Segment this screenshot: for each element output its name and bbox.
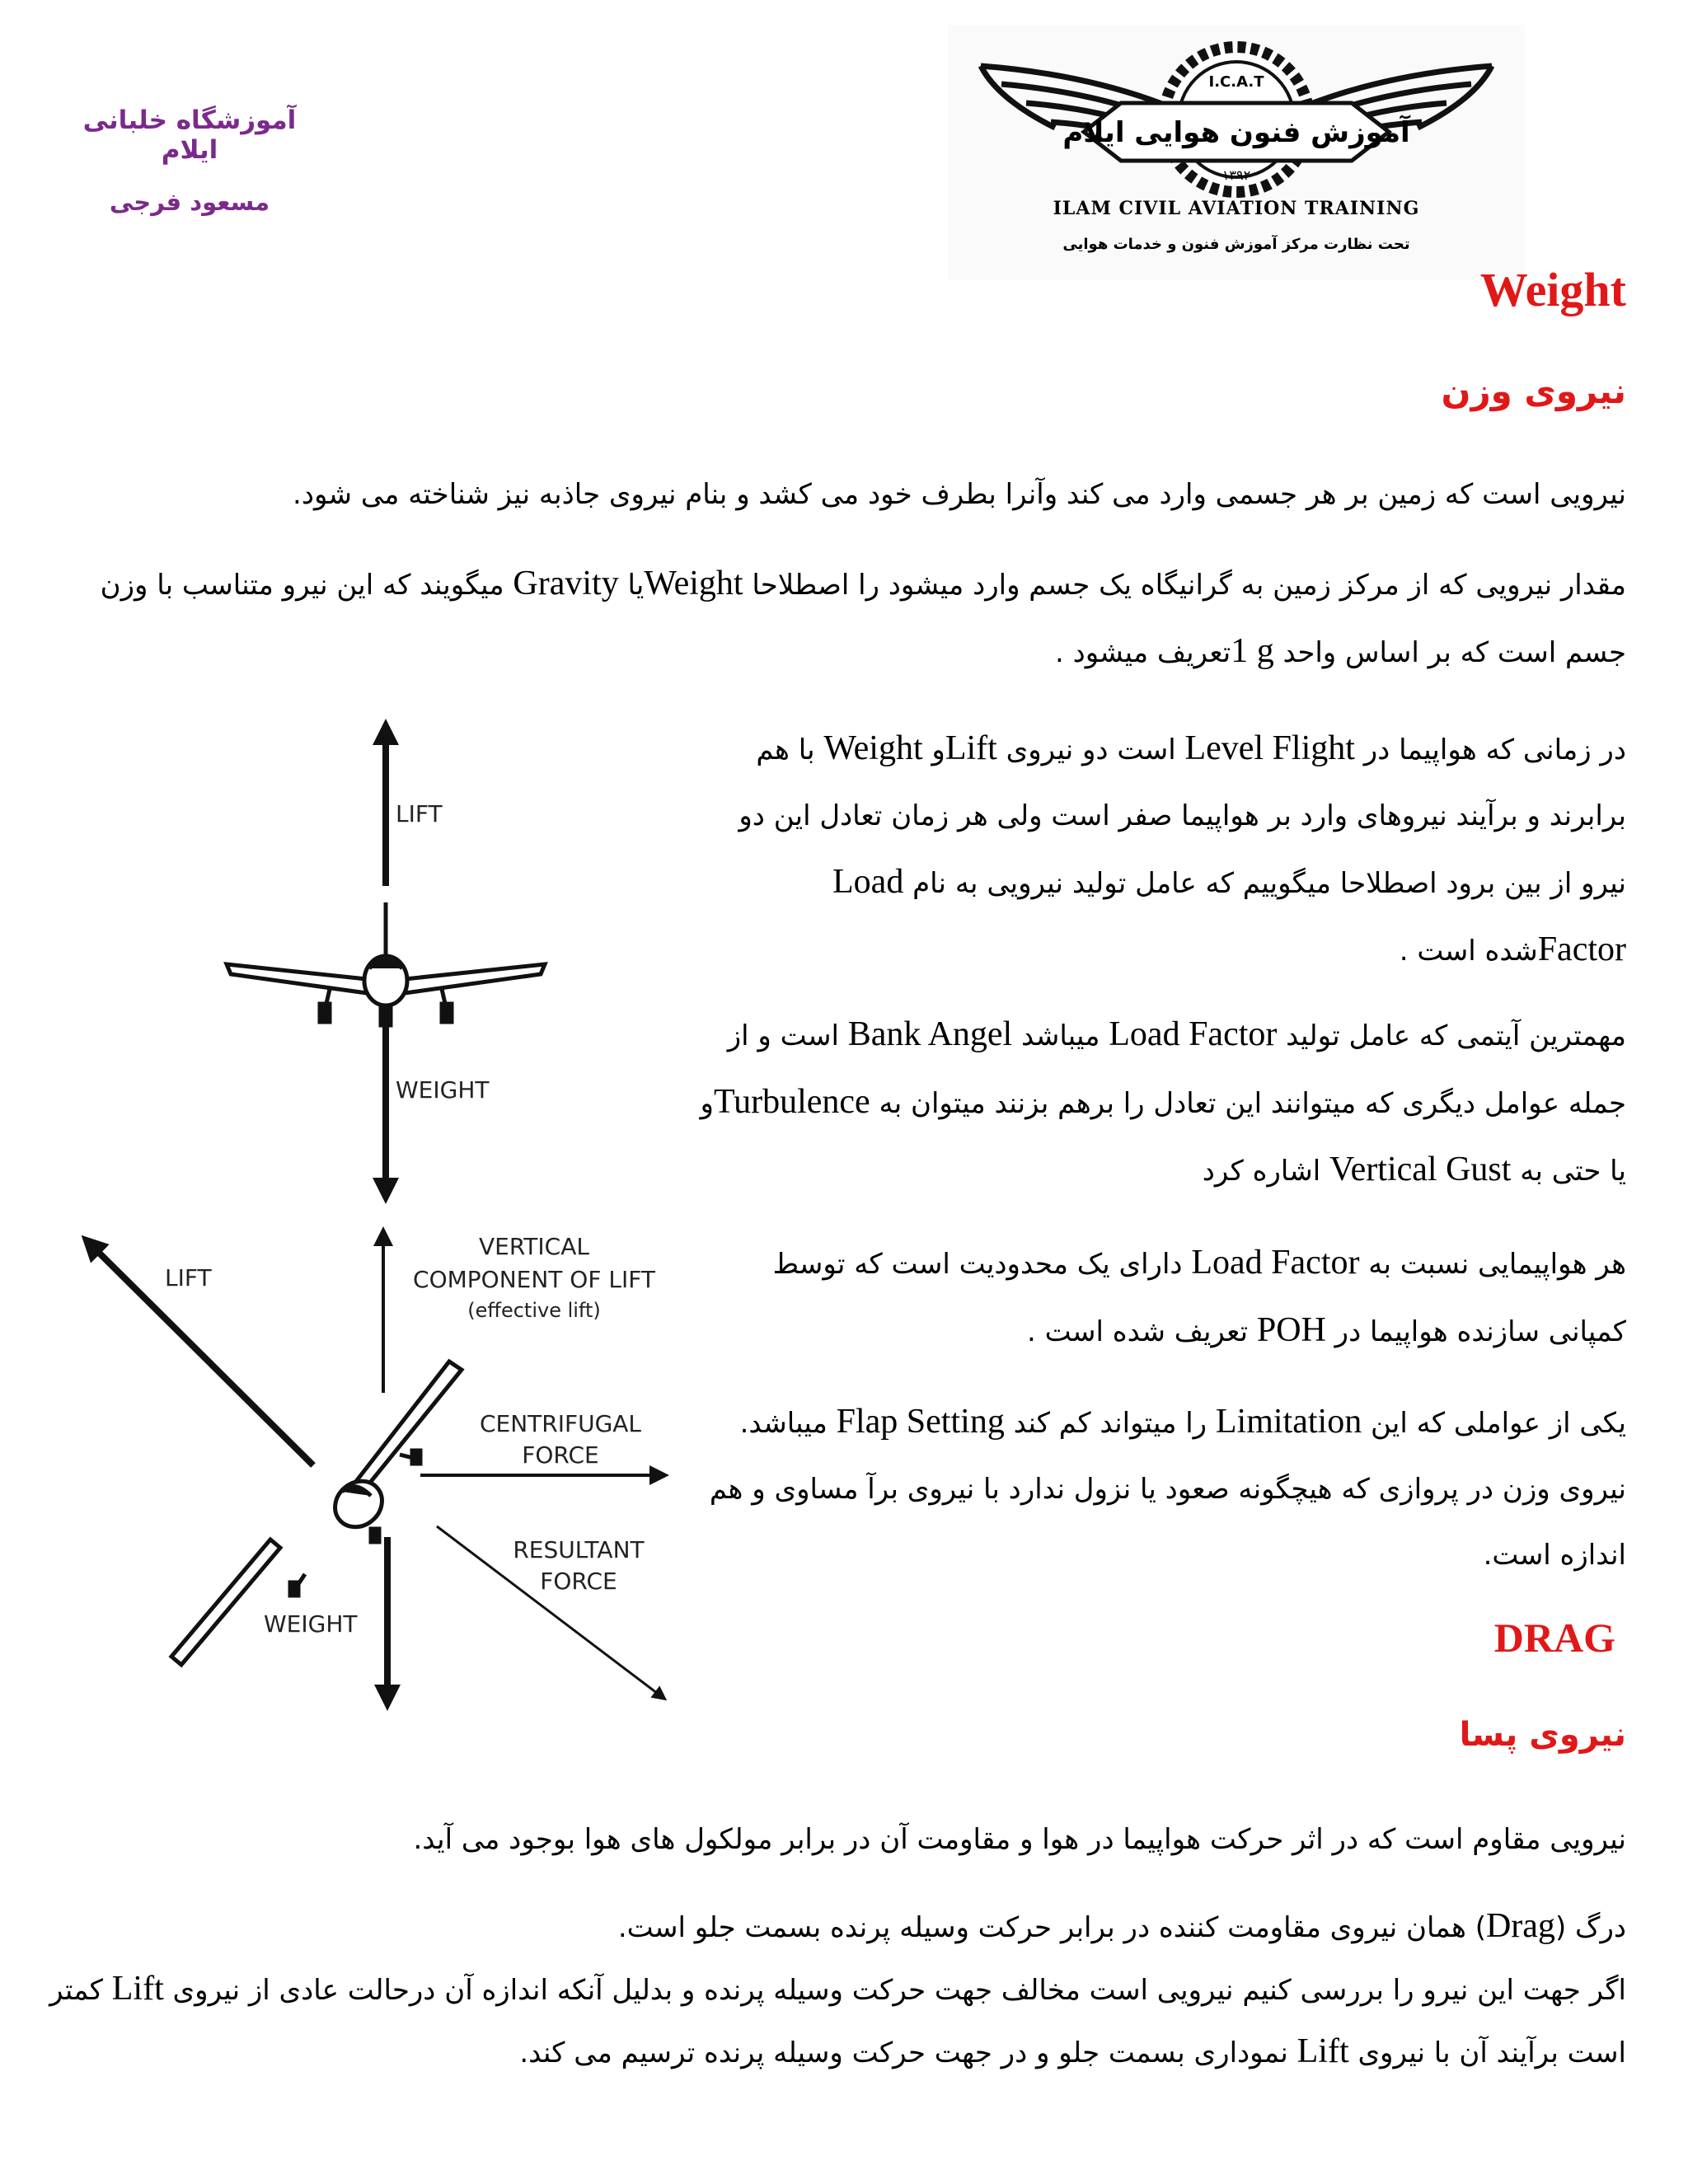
weight-label: WEIGHT — [396, 1076, 490, 1104]
icat-logo — [948, 25, 1525, 280]
vertical-component-line1: VERTICAL — [479, 1233, 589, 1260]
drag-title-fa: نیروی پسا — [1459, 1716, 1626, 1754]
bank-weight-label: WEIGHT — [264, 1610, 358, 1638]
drag-paragraph-2 — [11, 1896, 1626, 2083]
weight-title-fa: نیروی وزن — [1441, 371, 1626, 411]
weight-paragraph-1: نیرویی است که زمین بر هر جسمی وارد می کند وآنرا بطرف خود می کشد و بنام نیروی جاذبه نیز شناخته می شود. — [293, 478, 1626, 511]
centrifugal-line1: CENTRIFUGAL — [479, 1410, 642, 1437]
logo-english-name: ILAM CIVIL AVIATION TRAINING — [1053, 198, 1420, 219]
logo-top-text: I.C.A.T — [1208, 73, 1264, 91]
resultant-line2: FORCE — [540, 1568, 617, 1595]
weight-paragraph-2: مقدار نیرویی که از مرکز زمین به گرانیگاه یک جسم وارد میشود را اصطلاحا Weightیا Gravity میگویند که این نیرو متناسب با وزن جسم است که بر اساس واحد 1 gتعریف میشود . — [100, 565, 1626, 670]
level-flight-diagram — [206, 717, 569, 1212]
logo-center-text: آموزش فنون هوایی ایلام — [1062, 116, 1410, 149]
school-name: آموزشگاه خلبانی ایلام — [82, 105, 297, 165]
logo-year: ۱۳۹۲ — [1221, 167, 1251, 183]
weight-paragraph-6: یکی از عواملی که این Limitation را میتواند کم کند Flap Setting میباشد. نیروی وزن در پروازی که هیچگونه صعود یا نزول ندارد با نیروی برآ مساوی و هم اندازه است. — [709, 1403, 1626, 1572]
drag-title-en: DRAG — [1493, 1615, 1615, 1661]
lift-label: LIFT — [396, 800, 443, 827]
drag-definition: درگ (Drag) همان نیروی مقاومت کننده در برابر حرکت وسیله پرنده بسمت جلو است. — [617, 1907, 1626, 1945]
vertical-component-line3: (effective lift) — [467, 1299, 601, 1322]
centrifugal-line2: FORCE — [522, 1441, 599, 1469]
weight-paragraph-3: در زمانی که هواپیما در Level Flight است دو نیروی Liftو Weight با هم برابرند و برآیند نیروهای وارد بر هواپیما صفر است ولی هر زمان تعادل این دو نیرو از بین برود اصطلاحا میگوییم که عامل تولید نیرویی به نام Load Factorشده است . — [738, 729, 1626, 968]
vertical-component-line2: COMPONENT OF LIFT — [413, 1266, 655, 1293]
drag-paragraph-1: نیرویی مقاوم است که در اثر حرکت هواپیما در هوا و مقاومت آن در برابر مولکول های هوا بوجود می آید. — [413, 1823, 1626, 1856]
weight-paragraph-5: هر هواپیمایی نسبت به Load Factor دارای یک محدودیت است که توسط کمپانی سازنده هواپیما در POH تعریف شده است . — [772, 1244, 1626, 1349]
weight-title-en: Weight — [1479, 263, 1626, 316]
teacher-name: مسعود فرجی — [109, 188, 270, 216]
drag-direction: اگر جهت این نیرو را بررسی کنیم نیرویی است مخالف جهت حرکت وسیله پرنده و بدلیل آنکه اندازه آن درحالت عادی از نیروی Lift کمتر است برآیند آن با نیروی Lift نموداری بسمت جلو و در جهت حرکت وسیله پرنده ترسیم می کند. — [49, 1970, 1626, 2070]
logo-supervision-text: تحت نظارت مرکز آموزش فنون و خدمات هوایی — [1062, 236, 1410, 253]
resultant-line1: RESULTANT — [513, 1536, 645, 1563]
banked-turn-diagram — [74, 1220, 701, 1714]
airplane-front-icon — [227, 902, 545, 1025]
weight-paragraph-4: مهمترین آیتمی که عامل تولید Load Factor میباشد Bank Angel است و از جمله عوامل دیگری که میتوانند این تعادل را برهم بزنند میتوان به Turbulenceو یا حتی به Vertical Gust اشاره کرد — [700, 1015, 1626, 1188]
bank-lift-label: LIFT — [165, 1264, 212, 1291]
